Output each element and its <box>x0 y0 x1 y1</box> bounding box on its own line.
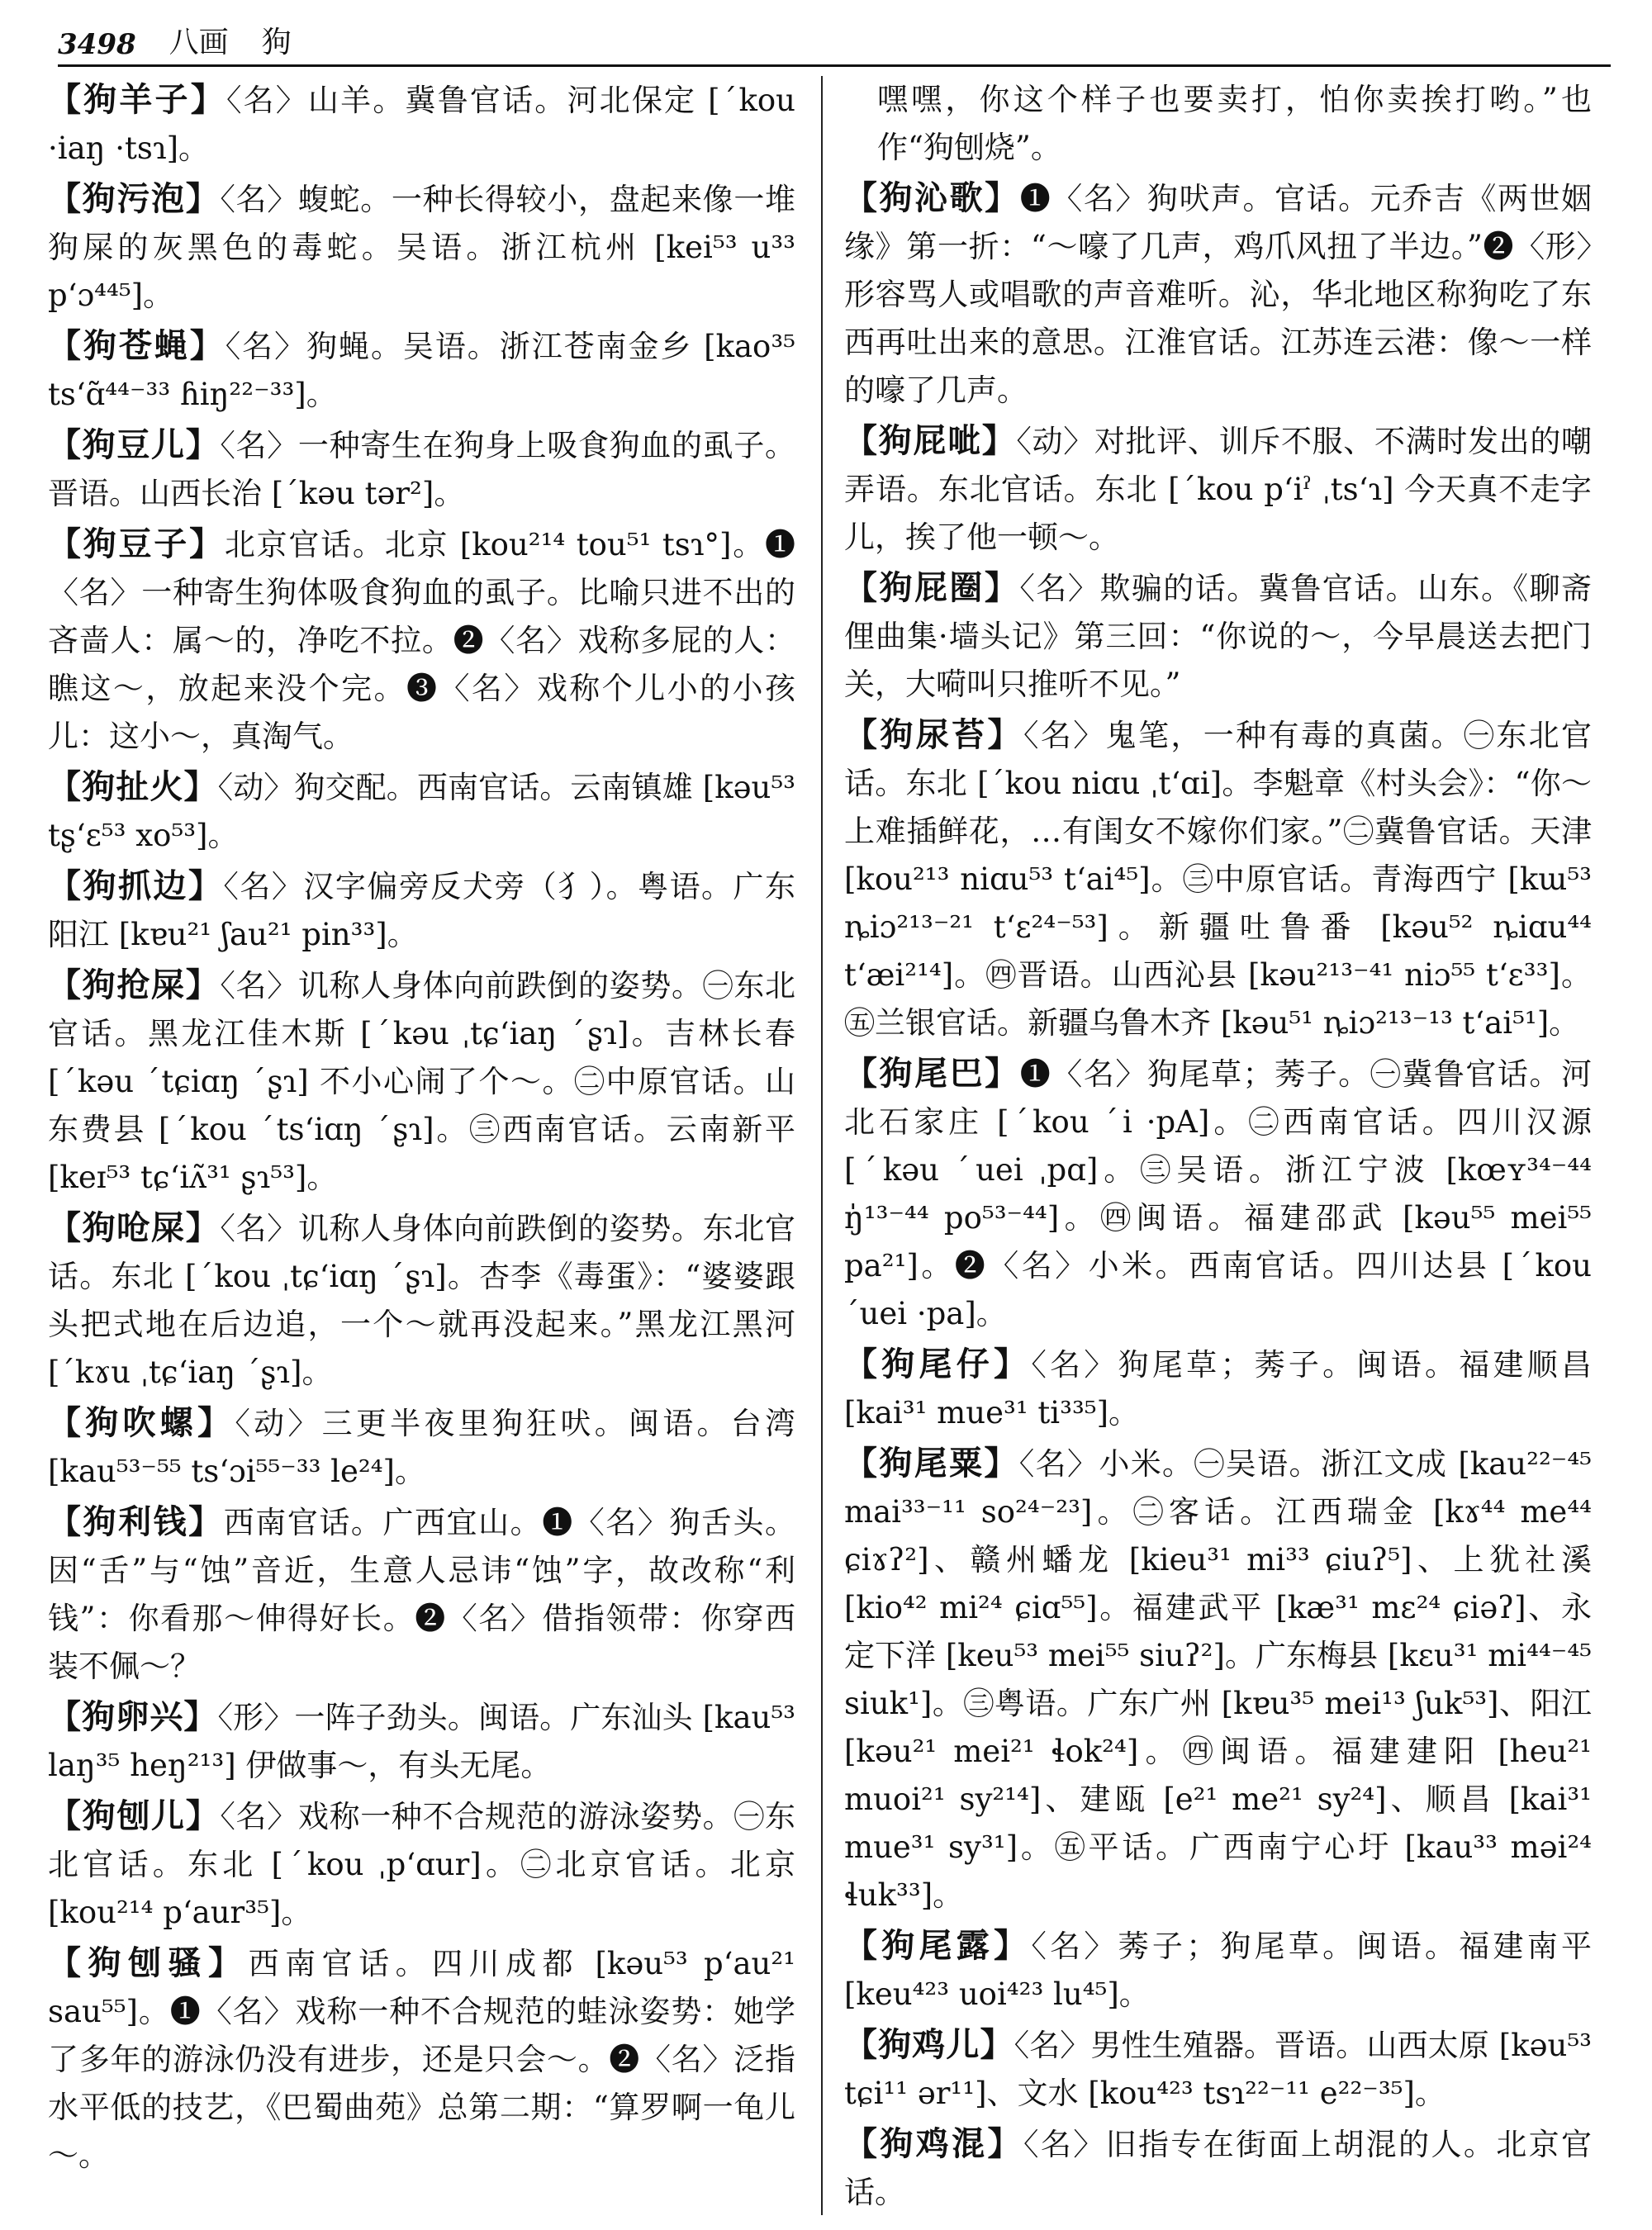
dictionary-entry <box>844 1340 1592 1437</box>
entry-headword: 【狗卵兴】 <box>48 1697 218 1736</box>
dictionary-entry <box>844 2120 1592 2217</box>
entry-headword: 【狗屁圈】 <box>844 568 1020 607</box>
dictionary-entry <box>48 175 795 320</box>
entry-headword: 【狗尾粟】 <box>844 1444 1019 1483</box>
left-column <box>48 76 795 2182</box>
entry-headword: 【狗苍蝇】 <box>48 326 225 365</box>
entry-definition: 〈名〉讥称人身体向前跌倒的姿势。东北官话。东北 [ˊkou ˌtɕʻiɑŋ ˊʂɿ]。杏李《毒蛋》：“婆婆跟头把式地在后边追，一个～就再没起来。”黑龙江黑河 [ˊkɤu ˌtɕʻiaŋ ˊʂɿ]。 <box>48 1211 796 1390</box>
right-column <box>844 76 1592 2219</box>
entry-headword: 【狗刨骚】 <box>48 1943 249 1982</box>
entry-definition: 〈名〉男性生殖器。晋语。山西太原 [kəu⁵³ tɕi¹¹ ər¹¹]、文水 [kou⁴²³ tsɿ²²⁻¹¹ e²²⁻³⁵]。 <box>844 2028 1593 2111</box>
dictionary-entry <box>48 1498 795 1691</box>
entry-definition: 〈动〉狗交配。西南官话。云南镇雄 [kəu⁵³ tʂʻɛ⁵³ xo⁵³]。 <box>48 770 796 853</box>
entry-definition: 北京官话。北京 [kou²¹⁴ tou⁵¹ tsɿ°]。❶〈名〉一种寄生狗体吸食狗血的虱子。比喻只进不出的吝啬人：属～的，净吃不拉。❷〈名〉戏称多屁的人：瞧这～，放起来没个完。❸〈名〉戏称个儿小的小孩儿：这小～，真淘气。 <box>48 527 796 754</box>
entry-definition: 嘿嘿，你这个样子也要卖打，怕你卖挨打哟。”也作“狗刨烧”。 <box>877 82 1592 165</box>
entry-definition: 〈名〉戏称一种不合规范的游泳姿势。㊀东北官话。东北 [ˊkou ˌpʻɑur]。㊁北京官话。北京 [kou²¹⁴ pʻaur³⁵]。 <box>48 1799 796 1930</box>
entry-headword: 【狗抓边】 <box>48 866 224 905</box>
dictionary-entry <box>844 417 1592 562</box>
entry-headword: 【狗吹螺】 <box>48 1403 235 1442</box>
dictionary-entry <box>844 1440 1592 1919</box>
stroke-count: 八画 <box>169 26 229 59</box>
dictionary-entry <box>48 862 795 959</box>
entry-headword: 【狗沁歌】 <box>844 178 1020 217</box>
entry-headword: 【狗屁呲】 <box>844 421 1017 460</box>
entry-headword: 【狗尾巴】 <box>844 1054 1020 1093</box>
dictionary-entry <box>48 1204 795 1397</box>
dictionary-entry <box>48 1399 795 1496</box>
entry-headword: 【狗豆儿】 <box>48 425 221 464</box>
entry-definition: 〈名〉讥称人身体向前跌倒的姿势。㊀东北官话。黑龙江佳木斯 [ˊkəu ˌtɕʻiaŋ ˊʂɿ]。吉林长春 [ˊkəu ˊtɕiɑŋ ˊʂɿ] 不小心闹了个～。㊁中原官话。山东费县 [ˊkou ˊtsʻiɑŋ ˊʂɿ]。㊂西南官话。云南新平 [keɪ⁵³ tɕʻiʌ̃³¹ ʂɿ⁵³]。 <box>48 968 796 1195</box>
entry-definition: 〈形〉一阵子劲头。闽语。广东汕头 [kau⁵³ laŋ³⁵ heŋ²¹³] 伊做事～，有头无尾。 <box>48 1700 795 1783</box>
dictionary-entry <box>48 421 795 518</box>
entry-headword: 【狗呛屎】 <box>48 1208 221 1247</box>
page-number: 3498 <box>58 28 136 61</box>
dictionary-entry <box>48 1693 795 1790</box>
dictionary-entry <box>844 174 1592 415</box>
entry-definition: 〈名〉小米。㊀吴语。浙江文成 [kau²²⁻⁴⁵ mai³³⁻¹¹ so²⁴⁻²³]。㊁客话。江西瑞金 [kɤ⁴⁴ me⁴⁴ ɕiɤʔ²]、赣州蟠龙 [kieu³¹ mi³³ ɕiuʔ⁵]、上犹社溪 [kio⁴² mi²⁴ ɕiɑ⁵⁵]。福建武平 [kæ³¹ mɛ²⁴ ɕiəʔ]、永定下洋 [keu⁵³ mei⁵⁵ siuʔ²]。广东梅县 [kɛu³¹ mi⁴⁴⁻⁴⁵ siuk¹]。㊂粤语。广东广州 [kɐu³⁵ mei¹³ ʃuk⁵³]、阳江 [kəu²¹ mei²¹ ɬok²⁴]。㊃闽语。福建建阳 [heu²¹ muoi²¹ sy²¹⁴]、建瓯 [e²¹ me²¹ sy²⁴]、顺昌 [kai³¹ mue³¹ sy³¹]。㊄平话。广西南宁心圩 [kau³³ məi²⁴ ɬuk³³]。 <box>844 1446 1592 1913</box>
header-rule <box>58 64 1611 67</box>
dictionary-entry <box>48 1939 795 2180</box>
entry-definition: 〈名〉汉字偏旁反犬旁（犭）。粤语。广东阳江 [kɐu²¹ ʃau²¹ pin³³]。 <box>48 869 796 952</box>
dictionary-entry <box>48 763 795 860</box>
dictionary-entry <box>844 564 1592 709</box>
entry-definition: 〈名〉狗蝇。吴语。浙江苍南金乡 [kao³⁵ tsʻɑ̃⁴⁴⁻³³ ɦiŋ²²⁻³³]。 <box>48 329 795 412</box>
entry-headword: 【狗豆子】 <box>48 524 225 563</box>
dictionary-entry <box>844 1922 1592 2019</box>
entry-definition: ❶〈名〉狗尾草；莠子。㊀冀鲁官话。河北石家庄 [ˊkou ˊi ·pA]。㊁西南官话。四川汉源 [ˊkəu ˊuei ˌpɑ]。㊂吴语。浙江宁波 [kœʏ³⁴⁻⁴⁴ ŋ̍¹³⁻⁴⁴ po⁵³⁻⁴⁴]。㊃闽语。福建邵武 [kəu⁵⁵ mei⁵⁵ pa²¹]。❷〈名〉小米。西南官话。四川达县 [ˊkou ˊuei ·pa]。 <box>844 1056 1593 1331</box>
dictionary-entry <box>844 1050 1592 1338</box>
dictionary-entry <box>48 1792 795 1937</box>
entry-definition: 〈名〉鬼笔，一种有毒的真菌。㊀东北官话。东北 [ˊkou niɑu ˌtʻɑi]。李魁章《村头会》：“你～上难插鲜花，…有闺女不嫁你们家。”㊁冀鲁官话。天津 [kou²¹³ niɑu⁵³ tʻai⁴⁵]。㊂中原官话。青海西宁 [kɯ⁵³ ȵiɔ²¹³⁻²¹ tʻɛ²⁴⁻⁵³]。新疆吐鲁番 [kəu⁵² ȵiɑu⁴⁴ tʻæi²¹⁴]。㊃晋语。山西沁县 [kəu²¹³⁻⁴¹ niɔ⁵⁵ tʻɛ³³]。㊄兰银官话。新疆乌鲁木齐 [kəu⁵¹ ȵiɔ²¹³⁻¹³ tʻai⁵¹]。 <box>844 718 1593 1041</box>
dictionary-entry <box>844 711 1592 1047</box>
entry-definition: 〈名〉蝮蛇。一种长得较小，盘起来像一堆狗屎的灰黑色的毒蛇。吴语。浙江杭州 [kei⁵³ u³³ pʻɔ⁴⁴⁵]。 <box>48 182 796 313</box>
column-divider <box>821 76 823 2215</box>
entry-headword: 【狗扯火】 <box>48 767 218 806</box>
dictionary-entry <box>48 961 795 1202</box>
entry-definition: ❶〈名〉狗吠声。官话。元乔吉《两世姻缘》第一折：“～嚎了几声，鸡爪风扭了半边。”❷〈形〉形容骂人或唱歌的声音难听。沁，华北地区称狗吃了东西再吐出来的意思。江淮官话。江苏连云港：像～一样的嚎了几声。 <box>844 181 1593 408</box>
dictionary-entry <box>844 76 1592 172</box>
entry-definition: 〈动〉三更半夜里狗狂吠。闽语。台湾 [kau⁵³⁻⁵⁵ tsʻɔi⁵⁵⁻³³ le²⁴]。 <box>48 1406 796 1489</box>
entry-headword: 【狗鸡混】 <box>844 2124 1023 2163</box>
entry-headword: 【狗污泡】 <box>48 179 221 218</box>
entry-definition: 〈名〉山羊。冀鲁官话。河北保定 [ˊkou ·iaŋ ·tsɿ]。 <box>48 83 795 166</box>
entry-definition: 西南官话。四川成都 [kəu⁵³ pʻau²¹ sau⁵⁵]。❶〈名〉戏称一种不合规范的蛙泳姿势：她学了多年的游泳仍没有进步，还是只会～。❷〈名〉泛指水平低的技艺，《巴蜀曲苑》总第二期：“算罗啊一龟儿～。 <box>48 1946 795 2173</box>
entry-headword: 【狗刨儿】 <box>48 1796 221 1835</box>
entry-definition: 西南官话。广西宜山。❶〈名〉狗舌头。因“舌”与“蚀”音近，生意人忌讳“蚀”字，故改称“利钱”：你看那～伸得好长。❷〈名〉借指领带：你穿西装不佩～？ <box>48 1505 796 1684</box>
dictionary-entry <box>48 76 795 173</box>
entry-headword: 【狗羊子】 <box>48 80 226 119</box>
entry-definition: 〈名〉莠子；狗尾草。闽语。福建南平 [keu⁴²³ uoi⁴²³ lu⁴⁵]。 <box>844 1929 1593 2012</box>
entry-headword: 【狗利钱】 <box>48 1502 224 1541</box>
index-character: 狗 <box>261 26 292 59</box>
page-header <box>58 15 1611 61</box>
dictionary-entry <box>48 520 795 761</box>
entry-definition: 〈名〉旧指专在街面上胡混的人。北京官话。 <box>844 2127 1593 2210</box>
entry-headword: 【狗尾仔】 <box>844 1345 1032 1383</box>
entry-headword: 【狗尿苔】 <box>844 715 1023 754</box>
dictionary-entry <box>844 2021 1592 2118</box>
entry-definition: 〈动〉对批评、训斥不服、不满时发出的嘲弄语。东北官话。东北 [ˊkou pʻiˀ ˌtsʻɿ] 今天真不走字儿，挨了他一顿～。 <box>844 424 1593 555</box>
entry-definition: 〈名〉欺骗的话。冀鲁官话。山东。《聊斋俚曲集·墙头记》第三回：“你说的～，今早晨送去把门关，大嗬叫只推听不见。” <box>844 571 1593 702</box>
entry-headword: 【狗尾露】 <box>844 1926 1032 1965</box>
entry-definition: 〈名〉一种寄生在狗身上吸食狗血的虱子。晋语。山西长治 [ˊkəu tər²]。 <box>48 428 796 511</box>
dictionary-entry <box>48 322 795 419</box>
entry-headword: 【狗鸡儿】 <box>844 2025 1014 2064</box>
entry-definition: 〈名〉狗尾草；莠子。闽语。福建顺昌 [kai³¹ mue³¹ ti³³⁵]。 <box>844 1347 1593 1431</box>
entry-headword: 【狗抢屎】 <box>48 966 221 1004</box>
